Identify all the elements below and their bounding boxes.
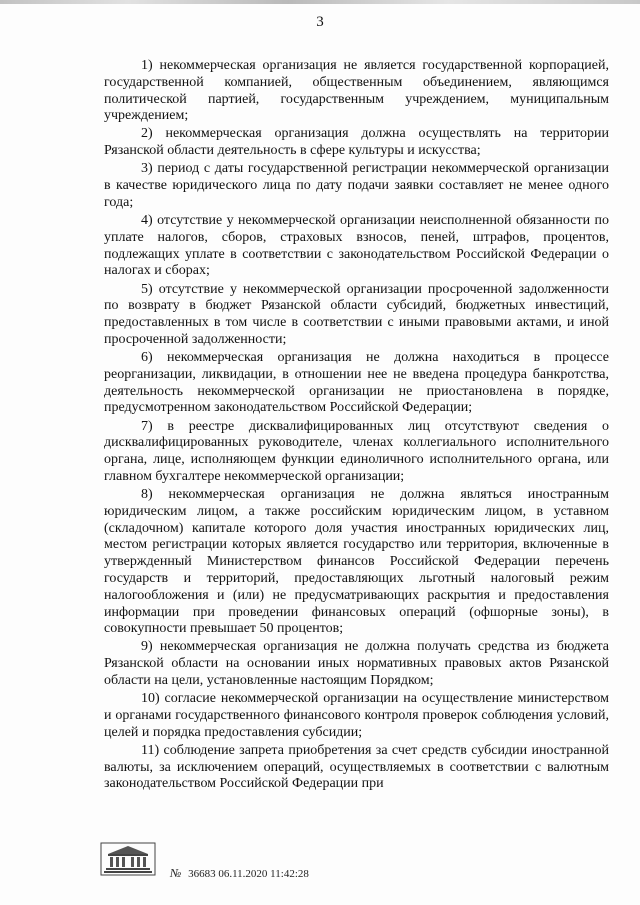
document-registration-mark xyxy=(170,866,309,881)
scan-edge xyxy=(0,0,640,4)
list-item: 6) некоммерческая организация не должна находиться в процессе реорганизации, ликвидации, в отношении нее не введена процедура банкротства, деятельность некоммерческой организации не приостановлена в порядке, предусмотренном законодательством Российской Федерации; xyxy=(104,350,609,416)
list-item: 9) некоммерческая организация не должна получать средства из бюджета Рязанской области на основании иных нормативных правовых актов Рязанской области на цели, установленные настоящим Порядком; xyxy=(104,639,609,689)
document-body xyxy=(104,58,609,795)
list-item: 3) период с даты государственной регистрации некоммерческой организации в качестве юридического лица по дату подачи заявки составляет не менее одного года; xyxy=(104,161,609,210)
number-sign: № xyxy=(170,866,182,880)
list-item: 11) соблюдение запрета приобретения за счет средств субсидии иностранной валюты, за исключением операций, осуществляемых в соответствии с валютным законодательством Российской Федерации при xyxy=(104,742,609,792)
registration-number-date: 36683 06.11.2020 11:42:28 xyxy=(188,868,309,880)
list-item: 1) некоммерческая организация не является государственной корпорацией, государственной компанией, общественным объединением, являющимся политической партией, государственным учреждением, муниципальным учреждением; xyxy=(104,58,609,124)
list-item: 2) некоммерческая организация должна осуществлять на территории Рязанской области деятельность в сфере культуры и искусства; xyxy=(104,126,609,159)
page-number: 3 xyxy=(316,14,324,30)
list-item: 7) в реестре дисквалифицированных лиц отсутствуют сведения о дисквалифицированных руководителе, членах коллегиального исполнительного органа, лице, исполняющем функции единоличного исполнительного органа, или главном бухгалтере некоммерческой организации; xyxy=(104,418,609,484)
document-footer xyxy=(100,842,500,882)
list-item: 5) отсутствие у некоммерческой организации просроченной задолженности по возврату в бюджет Рязанской области субсидий, бюджетных инвестиций, предоставленных в том числе в соответствии с иными правовыми актами, и иной просроченной задолженности; xyxy=(104,281,609,347)
list-item: 8) некоммерческая организация не должна являться иностранным юридическим лицом, а также российским юридическим лицом, в уставном (складочном) капитале которого доля участия иностранных юридических лиц, местом регистрации которых является государство или территория, включенные в утвержденный Министерством финансов Российской Федерации перечень государств и территорий, предоставляющих льготный налоговый режим налогообложения и (или) не предусматривающих раскрытия и предоставления информации при проведении финансовых операций (офшорные зоны), в совокупности превышает 50 процентов; xyxy=(104,487,609,637)
list-item: 4) отсутствие у некоммерческой организации неисполненной обязанности по уплате налогов, сборов, страховых взносов, пеней, штрафов, процентов, подлежащих уплате в соответствии с законодательством Российской Федерации о налогах и сборах; xyxy=(104,213,609,279)
building-seal-icon xyxy=(100,842,156,876)
list-item: 10) согласие некоммерческой организации на осуществление министерством и органами государственного финансового контроля проверок соблюдения условий, целей и порядка предоставления субсидии; xyxy=(104,691,609,740)
